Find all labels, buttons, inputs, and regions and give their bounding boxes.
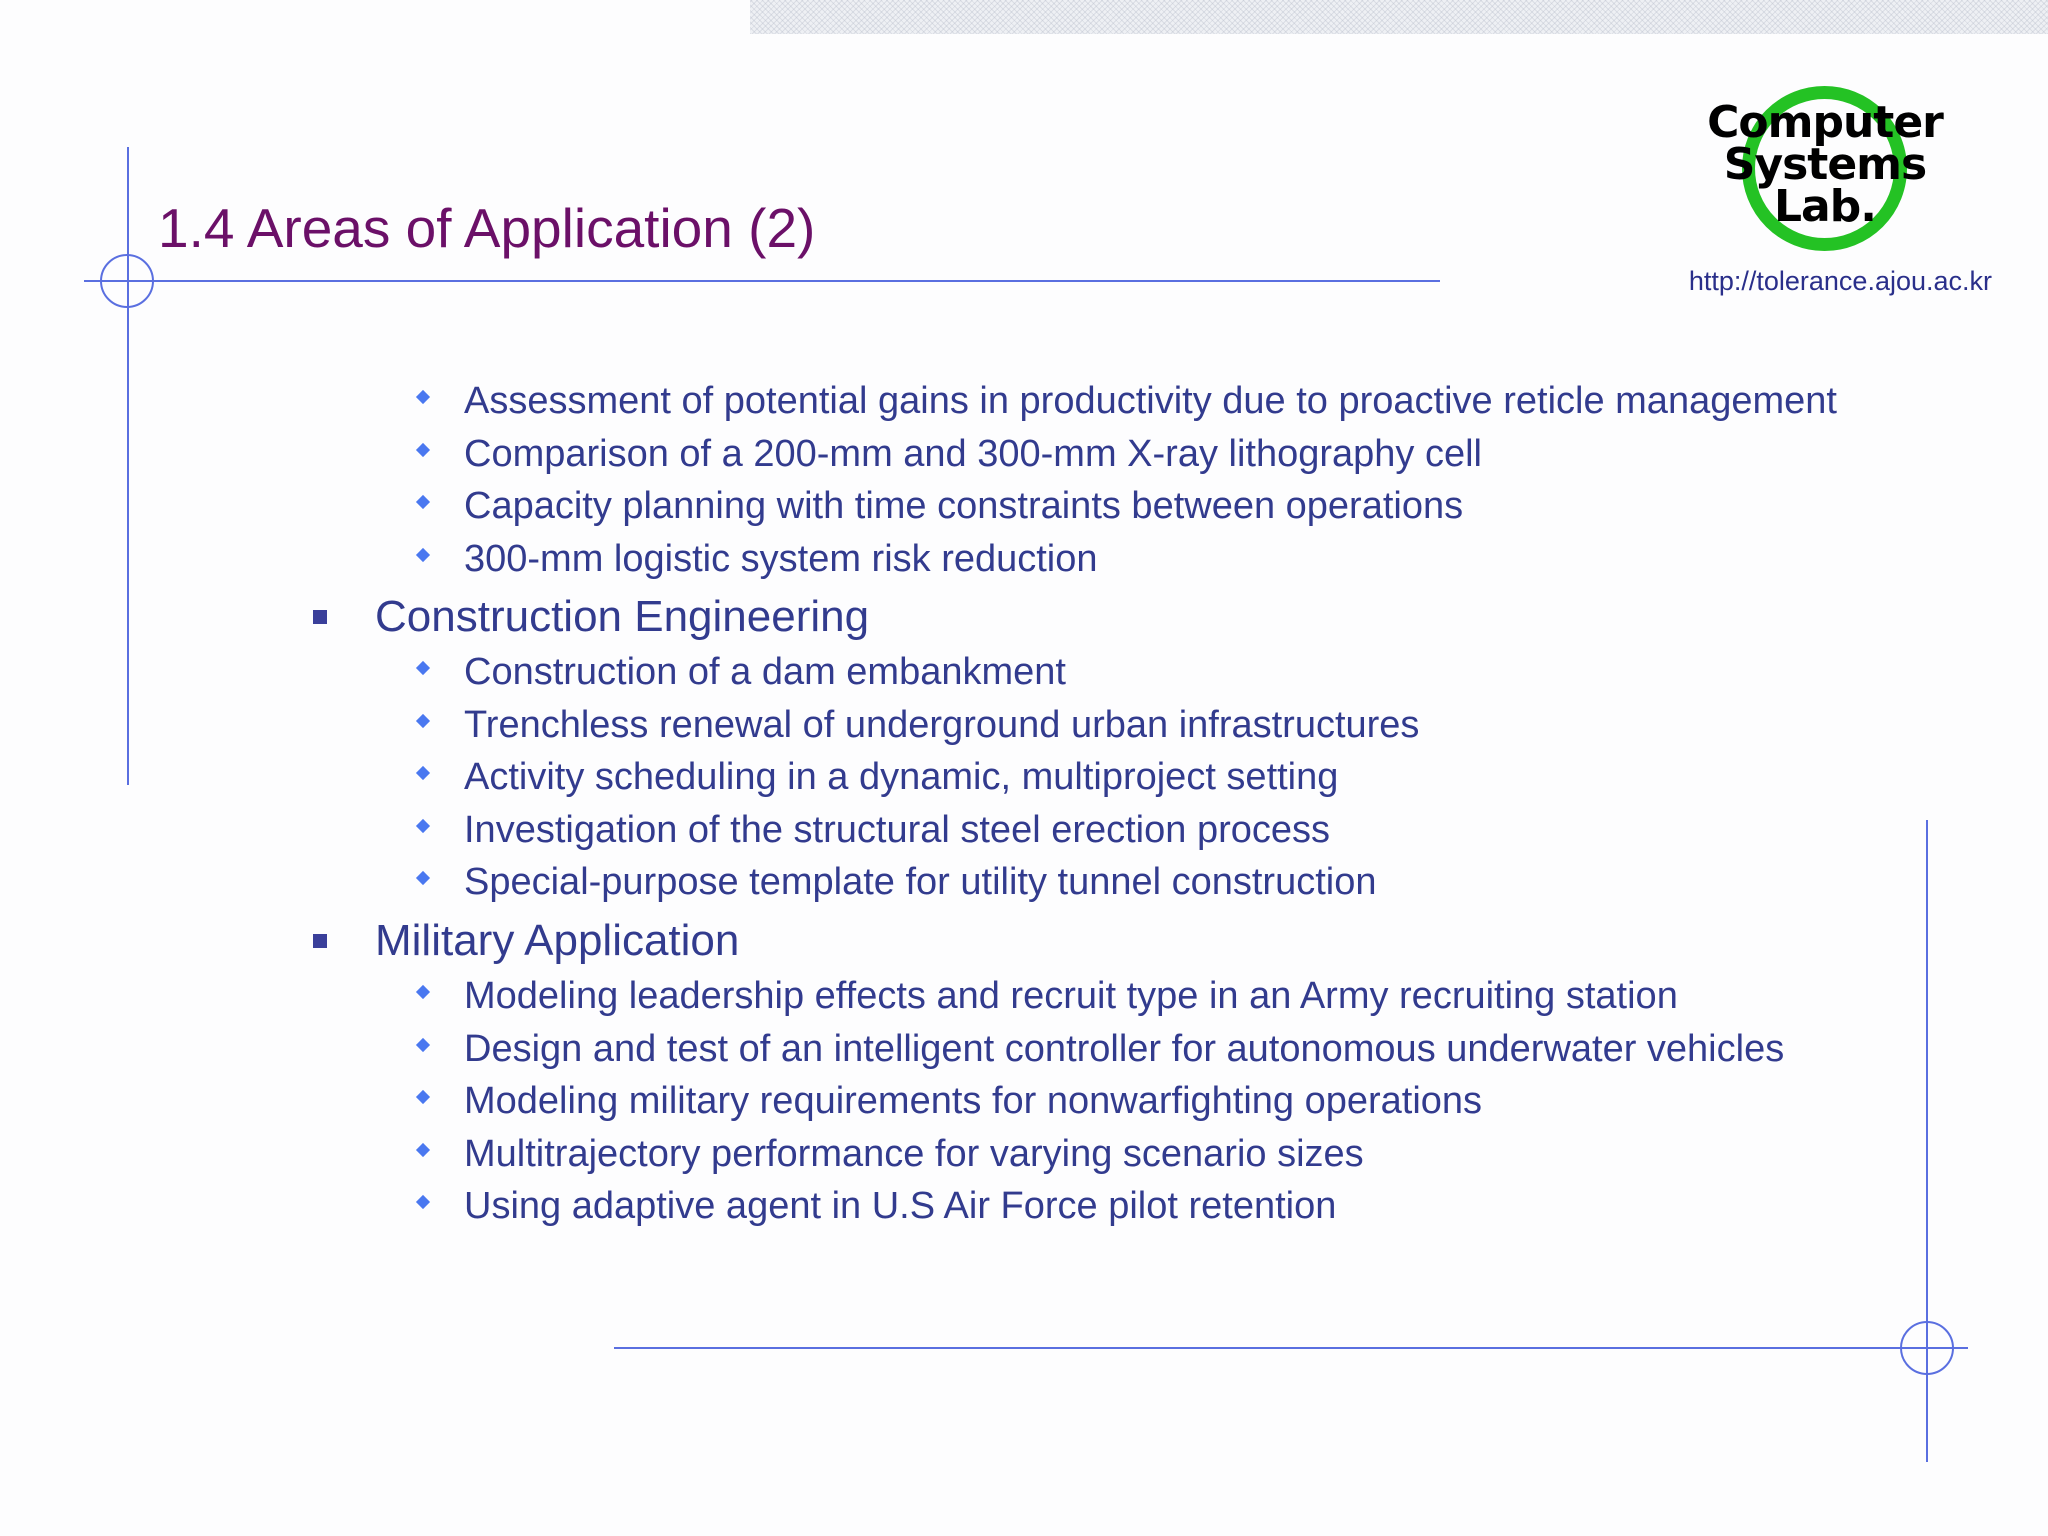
logo-wordmark xyxy=(1690,97,1960,232)
list-item: Capacity planning with time constraints between operations xyxy=(464,485,1463,528)
list-item: Trenchless renewal of underground urban infrastructures xyxy=(464,704,1419,747)
list-item: Special-purpose template for utility tunnel construction xyxy=(464,861,1376,904)
square-bullet-icon xyxy=(313,610,327,624)
bottom-right-crosshair-circle xyxy=(1900,1321,1954,1375)
section-heading-military: Military Application xyxy=(375,916,739,966)
diamond-bullet-icon xyxy=(416,548,430,562)
section-heading-construction: Construction Engineering xyxy=(375,592,869,642)
diamond-bullet-icon xyxy=(416,766,430,780)
list-item: Construction of a dam embankment xyxy=(464,651,1066,694)
list-item: Comparison of a 200-mm and 300-mm X-ray lithography cell xyxy=(464,433,1482,476)
diamond-bullet-icon xyxy=(416,495,430,509)
list-item: Using adaptive agent in U.S Air Force pilot retention xyxy=(464,1185,1336,1228)
header-texture-band xyxy=(750,0,2048,34)
list-item: Multitrajectory performance for varying scenario sizes xyxy=(464,1133,1364,1176)
list-item: 300-mm logistic system risk reduction xyxy=(464,538,1098,581)
top-left-crosshair-circle xyxy=(100,254,154,308)
list-item: Modeling military requirements for nonwarfighting operations xyxy=(464,1080,1482,1123)
square-bullet-icon xyxy=(313,934,327,948)
left-vertical-rule xyxy=(127,147,129,785)
list-item: Modeling leadership effects and recruit type in an Army recruiting station xyxy=(464,975,1678,1018)
list-item: Investigation of the structural steel erection process xyxy=(464,809,1330,852)
diamond-bullet-icon xyxy=(416,871,430,885)
diamond-bullet-icon xyxy=(416,390,430,404)
title-underline-rule xyxy=(84,280,1440,282)
diamond-bullet-icon xyxy=(416,1038,430,1052)
diamond-bullet-icon xyxy=(416,1195,430,1209)
bottom-rule xyxy=(614,1347,1968,1349)
logo-line-computer: Computer xyxy=(1707,97,1943,148)
diamond-bullet-icon xyxy=(416,1143,430,1157)
diamond-bullet-icon xyxy=(416,819,430,833)
diamond-bullet-icon xyxy=(416,1090,430,1104)
diamond-bullet-icon xyxy=(416,661,430,675)
list-item: Design and test of an intelligent controller for autonomous underwater vehicles xyxy=(464,1028,1784,1071)
lab-url[interactable]: http://tolerance.ajou.ac.kr xyxy=(1688,266,1992,296)
diamond-bullet-icon xyxy=(416,443,430,457)
list-item: Activity scheduling in a dynamic, multiproject setting xyxy=(464,756,1338,799)
diamond-bullet-icon xyxy=(416,714,430,728)
slide-title: 1.4 Areas of Application (2) xyxy=(158,197,816,259)
lab-logo xyxy=(1690,80,1960,255)
logo-line-systems: Systems xyxy=(1723,139,1927,190)
diamond-bullet-icon xyxy=(416,985,430,999)
logo-line-lab: Lab. xyxy=(1774,181,1876,232)
list-item: Assessment of potential gains in productivity due to proactive reticle management xyxy=(464,380,1837,423)
